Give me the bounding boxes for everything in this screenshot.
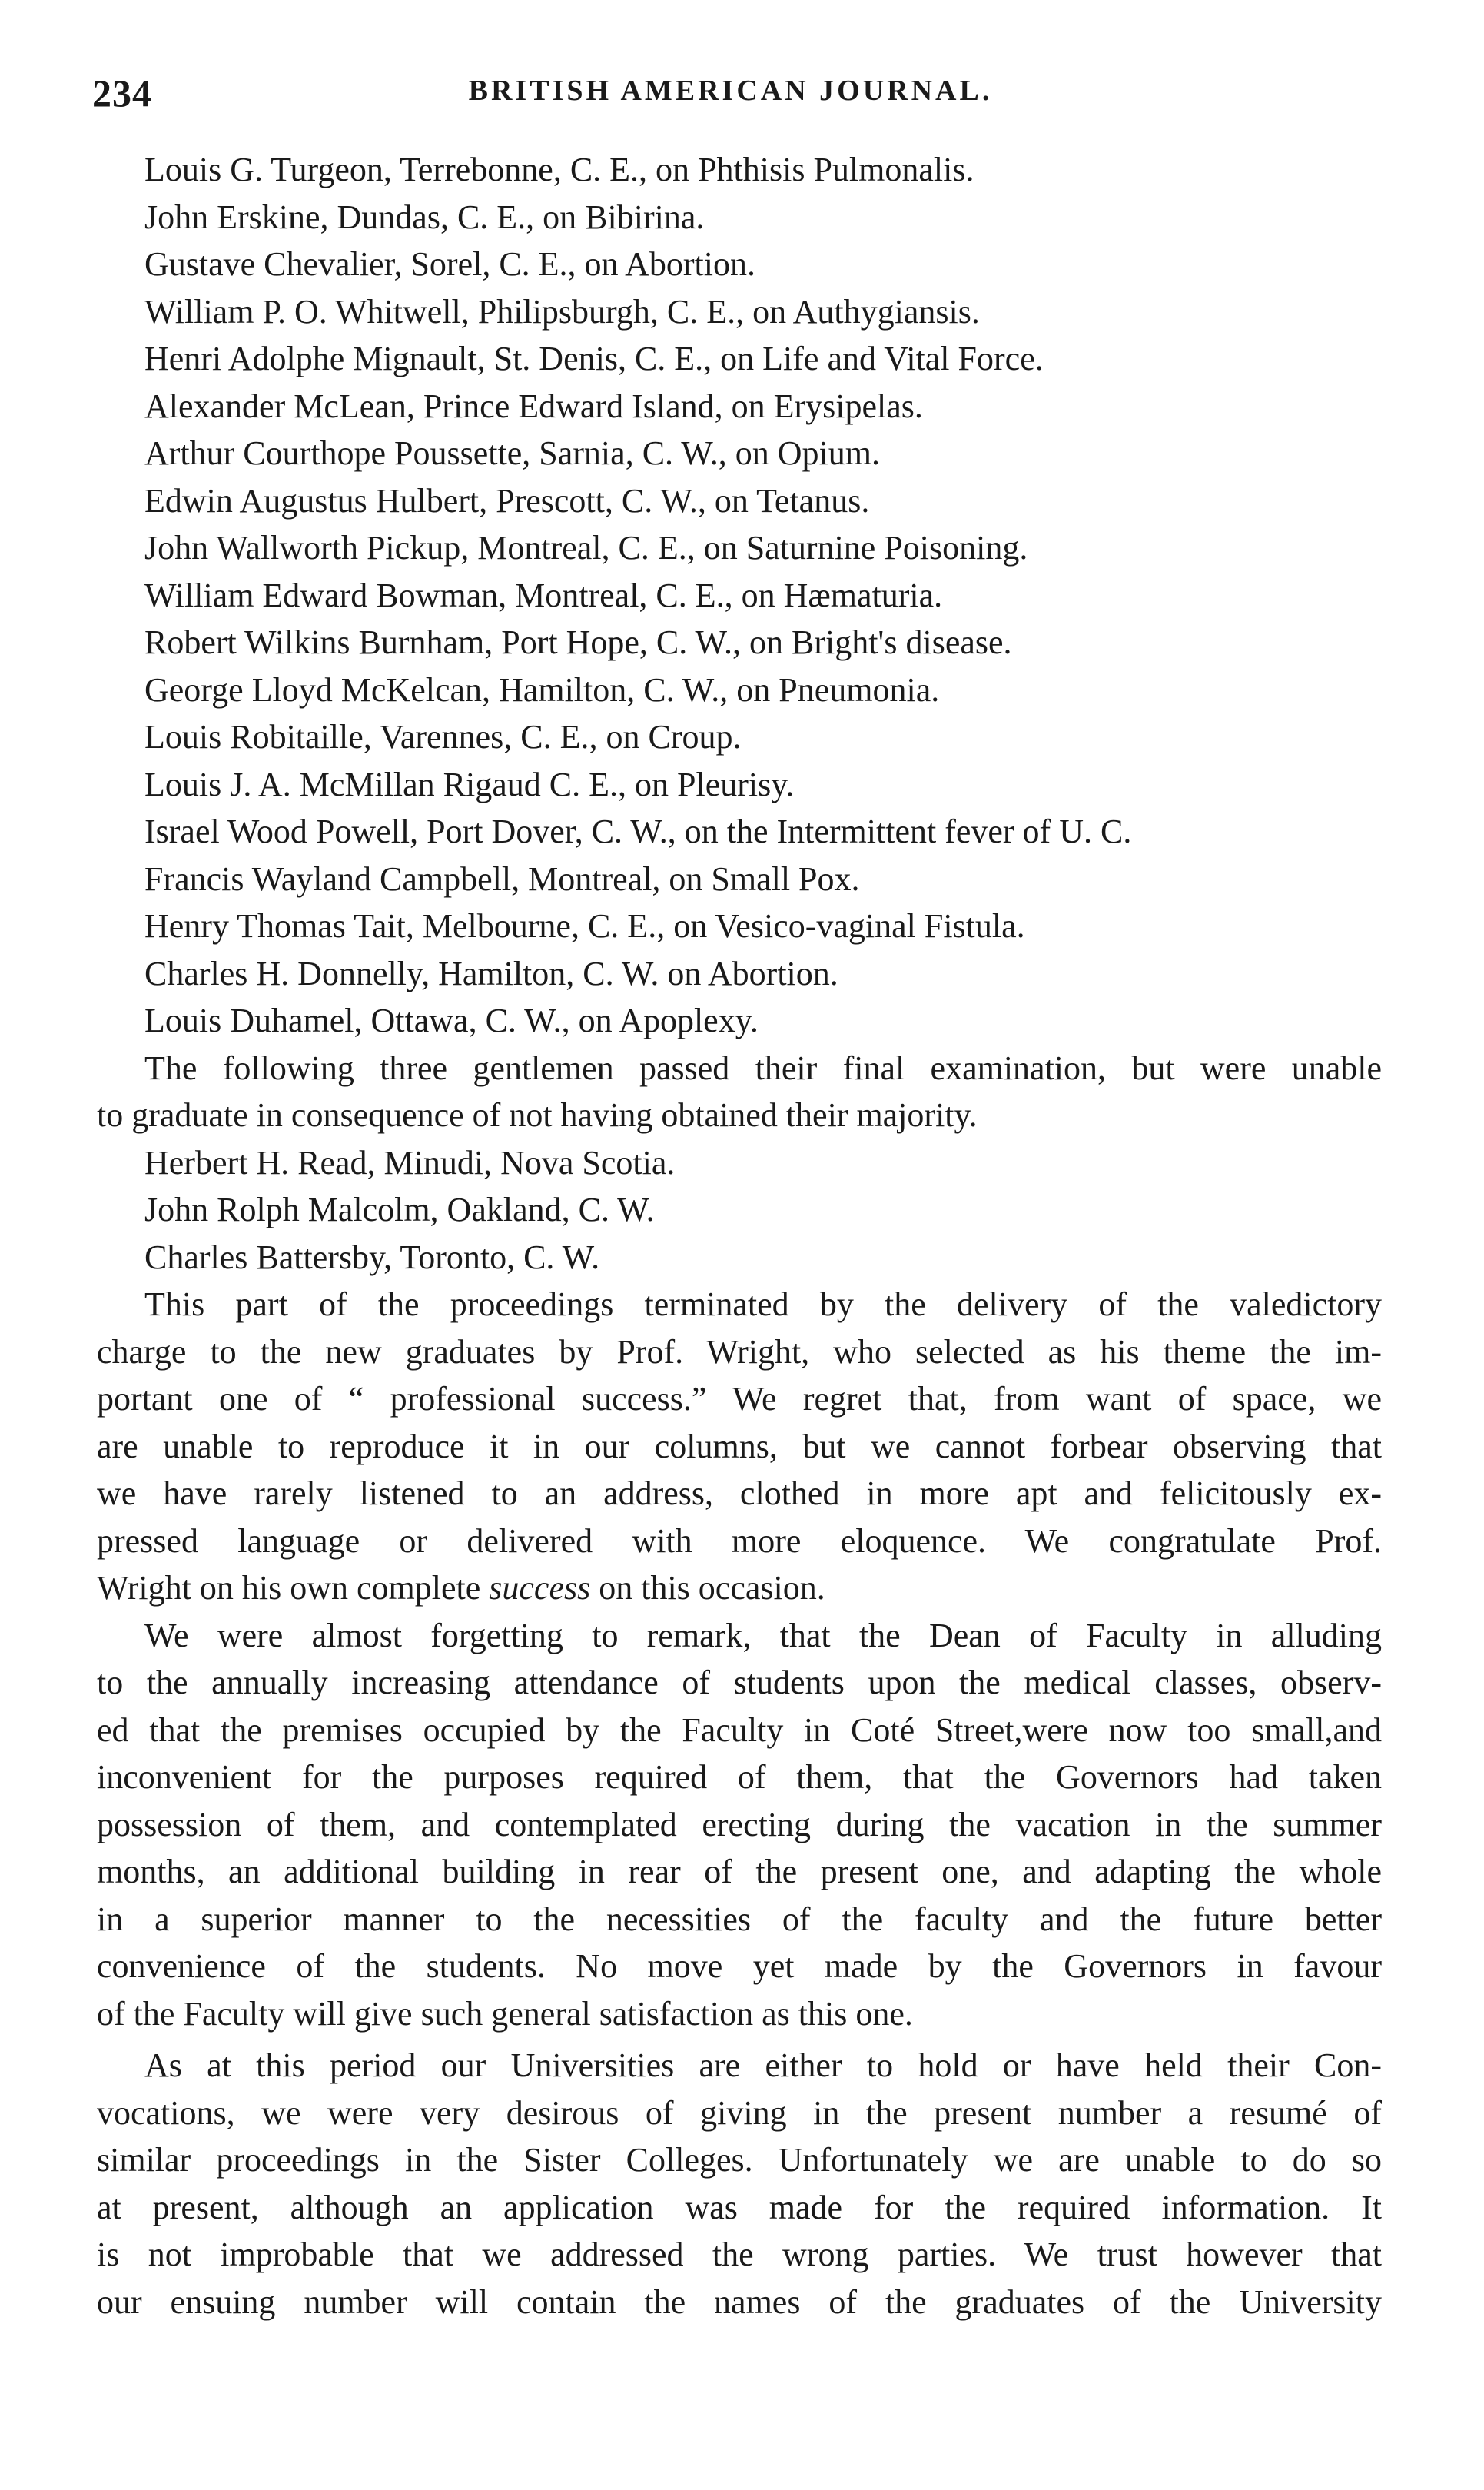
graduate-entry: George Lloyd McKelcan, Hamilton, C. W., on Pneumonia. bbox=[144, 670, 940, 709]
graduate-entry: Gustave Chevalier, Sorel, C. E., on Abortion. bbox=[144, 245, 756, 283]
paragraph-line: The following three gentlemen passed their final examination, but were unable bbox=[144, 1049, 1382, 1087]
graduate-entry: Henry Thomas Tait, Melbourne, C. E., on Vesico-vaginal Fistula. bbox=[144, 907, 1025, 945]
paragraph-line: possession of them, and contemplated erecting during the vacation in the summer bbox=[97, 1805, 1382, 1843]
paragraph-line: are unable to reproduce it in our columns, but we cannot forbear observing that bbox=[97, 1427, 1382, 1465]
paragraph-line bbox=[97, 1564, 1382, 1612]
paragraph-line: As at this period our Universities are either to hold or have held their Con- bbox=[144, 2046, 1382, 2084]
graduate-entry: Louis Duhamel, Ottawa, C. W., on Apoplexy. bbox=[144, 1002, 759, 1039]
minority-paragraph bbox=[97, 1045, 1382, 1139]
paragraph-line: convenience of the students. No move yet made by the Governors in favour bbox=[97, 1947, 1382, 1985]
paragraph-line: we have rarely listened to an address, clothed in more apt and felicitously ex- bbox=[97, 1474, 1382, 1512]
graduate-entry: Louis J. A. McMillan Rigaud C. E., on Pleurisy. bbox=[144, 765, 795, 803]
graduate-entry: Alexander McLean, Prince Edward Island, on Erysipelas. bbox=[144, 387, 923, 425]
graduate-entry: Henri Adolphe Mignault, St. Denis, C. E., on Life and Vital Force. bbox=[144, 340, 1044, 377]
graduate-entry: Louis G. Turgeon, Terrebonne, C. E., on Phthisis Pulmonalis. bbox=[144, 151, 974, 188]
paragraph-line: We were almost forgetting to remark, that the Dean of Faculty in alluding bbox=[144, 1616, 1382, 1654]
graduate-entry: Edwin Augustus Hulbert, Prescott, C. W., on Tetanus. bbox=[144, 481, 870, 520]
graduate-entry: John Wallworth Pickup, Montreal, C. E., on Saturnine Poisoning. bbox=[144, 529, 1028, 567]
italic-word: success bbox=[489, 1569, 591, 1607]
graduate-entry: Robert Wilkins Burnham, Port Hope, C. W., on Bright's disease. bbox=[144, 623, 1012, 661]
paragraph-line: to graduate in consequence of not having obtained their majority. bbox=[97, 1096, 978, 1134]
paragraph-line: ed that the premises occupied by the Faculty in Coté Street,were now too small,and bbox=[97, 1710, 1382, 1749]
graduate-entry: Charles H. Donnelly, Hamilton, C. W. on Abortion. bbox=[144, 954, 838, 992]
graduate-entry: William Edward Bowman, Montreal, C. E., on Hæmaturia. bbox=[144, 576, 943, 614]
minority-entry: Charles Battersby, Toronto, C. W. bbox=[144, 1238, 600, 1276]
paragraph-line: pressed language or delivered with more eloquence. We congratulate Prof. bbox=[97, 1521, 1382, 1560]
paragraph-line: charge to the new graduates by Prof. Wright, who selected as his theme the im- bbox=[97, 1332, 1382, 1371]
minority-list bbox=[97, 1139, 1382, 1282]
paragraph-line: vocations, we were very desirous of giving in the present number a resumé of bbox=[97, 2093, 1382, 2132]
universities-paragraph bbox=[97, 2042, 1382, 2325]
paragraph-line: This part of the proceedings terminated by the delivery of the valedictory bbox=[144, 1285, 1382, 1323]
graduate-list bbox=[97, 146, 1382, 1045]
minority-entry: Herbert H. Read, Minudi, Nova Scotia. bbox=[144, 1143, 676, 1182]
text-run: Wright on his own complete bbox=[97, 1569, 490, 1607]
graduate-entry: William P. O. Whitwell, Philipsburgh, C. E., on Authygiansis. bbox=[144, 292, 980, 331]
dean-paragraph bbox=[97, 1612, 1382, 2038]
paragraph-line: inconvenient for the purposes required of them, that the Governors had taken bbox=[97, 1758, 1382, 1796]
paragraph-line: to the annually increasing attendance of students upon the medical classes, observ- bbox=[97, 1664, 1382, 1701]
minority-entry: John Rolph Malcolm, Oakland, C. W. bbox=[144, 1191, 655, 1228]
paragraph-line: months, an additional building in rear of the present one, and adapting the whole bbox=[97, 1853, 1382, 1890]
running-head: BRITISH AMERICAN JOURNAL. bbox=[468, 75, 993, 107]
page-number: 234 bbox=[92, 71, 152, 115]
graduate-entry: Arthur Courthope Poussette, Sarnia, C. W., on Opium. bbox=[144, 434, 880, 472]
page-header bbox=[92, 71, 1369, 125]
paragraph-line: portant one of “ professional success.” We regret that, from want of space, we bbox=[97, 1380, 1382, 1418]
paragraph-line: in a superior manner to the necessities of the faculty and the future better bbox=[97, 1900, 1382, 1938]
graduate-entry: Francis Wayland Campbell, Montreal, on Small Pox. bbox=[144, 859, 860, 898]
graduate-entry: Israel Wood Powell, Port Dover, C. W., on the Intermittent fever of U. C. bbox=[144, 813, 1132, 850]
text-run: on this occasion. bbox=[590, 1569, 825, 1607]
paragraph-line: of the Faculty will give such general satisfaction as this one. bbox=[97, 1994, 913, 2033]
graduate-entry: John Erskine, Dundas, C. E., on Bibirina. bbox=[144, 198, 705, 236]
paragraph-line: is not improbable that we addressed the wrong parties. We trust however that bbox=[97, 2236, 1382, 2273]
page-body bbox=[97, 146, 1382, 2325]
paragraph-line: at present, although an application was made for the required information. It bbox=[97, 2188, 1382, 2226]
valedictory-paragraph bbox=[97, 1281, 1382, 1612]
graduate-entry: Louis Robitaille, Varennes, C. E., on Croup. bbox=[144, 718, 742, 756]
paragraph-line: our ensuing number will contain the names of the graduates of the University bbox=[97, 2282, 1382, 2321]
paragraph-line: similar proceedings in the Sister Colleges. Unfortunately we are unable to do so bbox=[97, 2141, 1382, 2179]
